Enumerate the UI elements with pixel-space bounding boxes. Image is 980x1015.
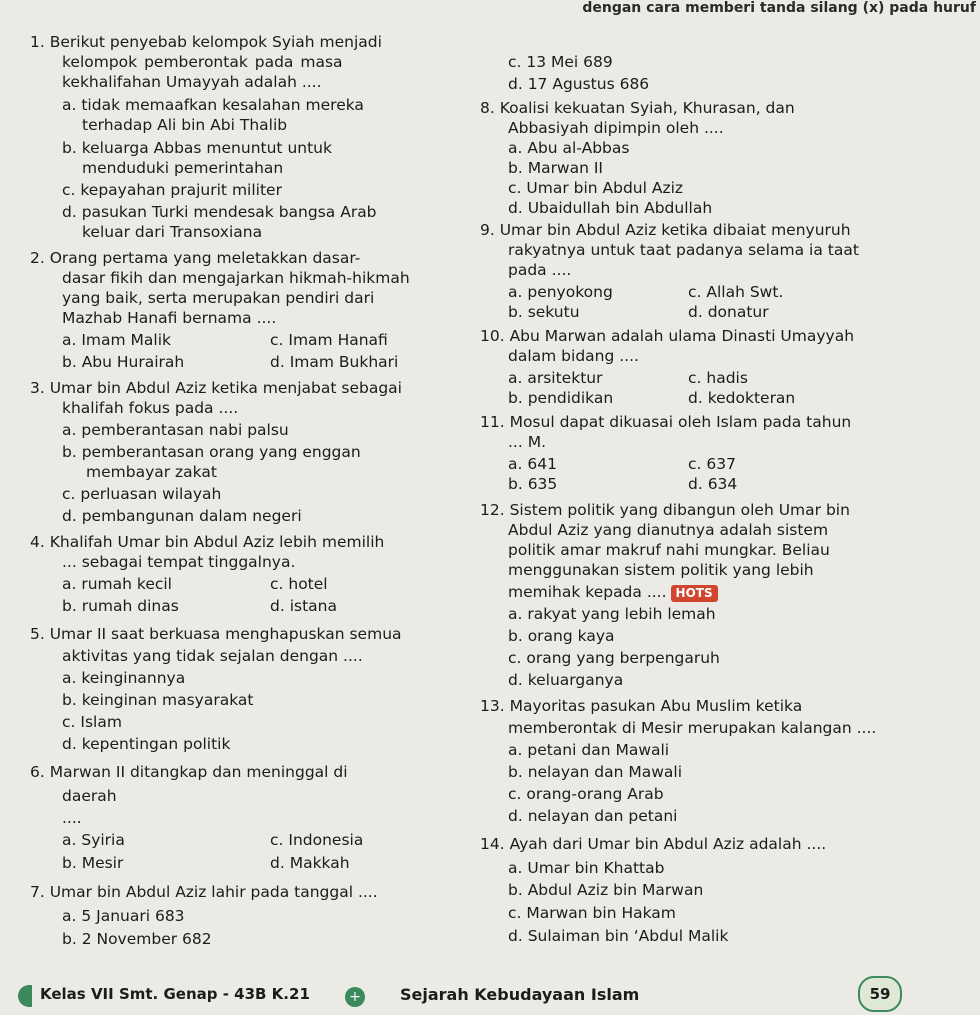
- question-11-line-2: ... M.: [508, 433, 547, 451]
- option-12a[interactable]: a. rakyat yang lebih lemah: [508, 605, 716, 623]
- option-5b[interactable]: b. keinginan masyarakat: [62, 691, 254, 709]
- option-13a[interactable]: a. petani dan Mawali: [508, 741, 670, 759]
- question-2-line-2: dasar fikih dan mengajarkan hikmah-hikmah: [62, 269, 410, 287]
- option-12c[interactable]: c. orang yang berpengaruh: [508, 649, 720, 667]
- question-6-line-1: 6. Marwan II ditangkap dan meninggal di: [30, 763, 348, 781]
- option-13b[interactable]: b. nelayan dan Mawali: [508, 763, 683, 781]
- question-1-line-1: 1. Berikut penyebab kelompok Syiah menjadi: [30, 33, 382, 51]
- option-14a[interactable]: a. Umar bin Khattab: [508, 859, 665, 877]
- question-8-line-2: Abbasiyah dipimpin oleh ....: [508, 119, 724, 137]
- question-4-line-2: ... sebagai tempat tinggalnya.: [62, 553, 296, 571]
- question-9-line-3: pada ....: [508, 261, 572, 279]
- option-2c[interactable]: c. Imam Hanafi: [270, 331, 388, 349]
- option-9d[interactable]: d. donatur: [688, 303, 769, 321]
- option-2b[interactable]: b. Abu Hurairah: [62, 353, 185, 371]
- option-11b[interactable]: b. 635: [508, 475, 558, 493]
- option-5a[interactable]: a. keinginannya: [62, 669, 186, 687]
- option-12d[interactable]: d. keluarganya: [508, 671, 624, 689]
- option-11c[interactable]: c. 637: [688, 455, 736, 473]
- option-3c[interactable]: c. perluasan wilayah: [62, 485, 222, 503]
- option-14d[interactable]: d. Sulaiman bin ‘Abdul Malik: [508, 927, 729, 945]
- question-12-line-5: [508, 582, 718, 602]
- option-6a[interactable]: a. Syiria: [62, 831, 125, 849]
- question-6-line-3: ....: [62, 809, 82, 827]
- option-7b[interactable]: b. 2 November 682: [62, 930, 212, 948]
- option-10b[interactable]: b. pendidikan: [508, 389, 614, 407]
- question-2-line-1: 2. Orang pertama yang meletakkan dasar-: [30, 249, 361, 267]
- hots-badge: HOTS: [671, 585, 718, 602]
- option-9c[interactable]: c. Allah Swt.: [688, 283, 784, 301]
- option-8d[interactable]: d. Ubaidullah bin Abdullah: [508, 199, 713, 217]
- question-8-line-1: 8. Koalisi kekuatan Syiah, Khurasan, dan: [480, 99, 795, 117]
- option-1d-line-2[interactable]: keluar dari Transoxiana: [82, 223, 263, 241]
- question-1-line-2: kelompok pemberontak pada masa: [62, 53, 343, 71]
- question-6-line-2: daerah: [62, 787, 117, 805]
- question-9-line-1: 9. Umar bin Abdul Aziz ketika dibaiat menyuruh: [480, 221, 851, 239]
- option-11d[interactable]: d. 634: [688, 475, 738, 493]
- question-12-line-1: 12. Sistem politik yang dibangun oleh Umar bin: [480, 501, 850, 519]
- option-6d[interactable]: d. Makkah: [270, 854, 350, 872]
- question-12-line-4: menggunakan sistem politik yang lebih: [508, 561, 814, 579]
- option-3a[interactable]: a. pemberantasan nabi palsu: [62, 421, 289, 439]
- footer-class-label: Kelas VII Smt. Genap - 43B K.21: [40, 985, 310, 1003]
- option-1b-line-2[interactable]: menduduki pemerintahan: [82, 159, 284, 177]
- option-10a[interactable]: a. arsitektur: [508, 369, 603, 387]
- question-2-line-3: yang baik, serta merupakan pendiri dari: [62, 289, 375, 307]
- question-10-line-2: dalam bidang ....: [508, 347, 639, 365]
- page-footer: [0, 975, 980, 1015]
- option-12b[interactable]: b. orang kaya: [508, 627, 615, 645]
- option-4d[interactable]: d. istana: [270, 597, 337, 615]
- option-3b-line-2[interactable]: membayar zakat: [86, 463, 217, 481]
- option-10c[interactable]: c. hadis: [688, 369, 748, 387]
- question-4-line-1: 4. Khalifah Umar bin Abdul Aziz lebih memilih: [30, 533, 385, 551]
- option-7a[interactable]: a. 5 Januari 683: [62, 907, 185, 925]
- option-1d-line-1[interactable]: d. pasukan Turki mendesak bangsa Arab: [62, 203, 377, 221]
- option-13c[interactable]: c. orang-orang Arab: [508, 785, 664, 803]
- footer-arrow-icon: +: [345, 987, 365, 1007]
- option-4c[interactable]: c. hotel: [270, 575, 328, 593]
- option-9b[interactable]: b. sekutu: [508, 303, 580, 321]
- question-5-line-1: 5. Umar II saat berkuasa menghapuskan semua: [30, 625, 402, 643]
- question-12-line-5-text: memihak kepada ....: [508, 583, 667, 601]
- question-12-line-2: Abdul Aziz yang dianutnya adalah sistem: [508, 521, 829, 539]
- question-3-line-1: 3. Umar bin Abdul Aziz ketika menjabat sebagai: [30, 379, 402, 397]
- question-12-line-3: politik amar makruf nahi mungkar. Beliau: [508, 541, 830, 559]
- option-14b[interactable]: b. Abdul Aziz bin Marwan: [508, 881, 704, 899]
- option-6b[interactable]: b. Mesir: [62, 854, 124, 872]
- option-2d[interactable]: d. Imam Bukhari: [270, 353, 399, 371]
- question-9-line-2: rakyatnya untuk taat padanya selama ia taat: [508, 241, 859, 259]
- option-1b-line-1[interactable]: b. keluarga Abbas menuntut untuk: [62, 139, 332, 157]
- question-14-line-1: 14. Ayah dari Umar bin Abdul Aziz adalah ....: [480, 835, 827, 853]
- question-2-line-4: Mazhab Hanafi bernama ....: [62, 309, 277, 327]
- option-9a[interactable]: a. penyokong: [508, 283, 613, 301]
- question-1-line-3: kekhalifahan Umayyah adalah ....: [62, 73, 322, 91]
- footer-tab-marker: [18, 985, 32, 1007]
- question-13-line-1: 13. Mayoritas pasukan Abu Muslim ketika: [480, 697, 803, 715]
- option-5c[interactable]: c. Islam: [62, 713, 122, 731]
- option-11a[interactable]: a. 641: [508, 455, 557, 473]
- question-11-line-1: 11. Mosul dapat dikuasai oleh Islam pada tahun: [480, 413, 852, 431]
- option-6c[interactable]: c. Indonesia: [270, 831, 364, 849]
- option-3d[interactable]: d. pembangunan dalam negeri: [62, 507, 302, 525]
- option-4b[interactable]: b. rumah dinas: [62, 597, 179, 615]
- option-2a[interactable]: a. Imam Malik: [62, 331, 172, 349]
- option-14c[interactable]: c. Marwan bin Hakam: [508, 904, 676, 922]
- option-1c[interactable]: c. kepayahan prajurit militer: [62, 181, 282, 199]
- option-8a[interactable]: a. Abu al-Abbas: [508, 139, 630, 157]
- question-5-line-2: aktivitas yang tidak sejalan dengan ....: [62, 647, 363, 665]
- page-number: 59: [858, 976, 902, 1012]
- question-10-line-1: 10. Abu Marwan adalah ulama Dinasti Umayyah: [480, 327, 855, 345]
- instruction-header: dengan cara memberi tanda silang (x) pada huruf: [582, 0, 976, 16]
- option-3b-line-1[interactable]: b. pemberantasan orang yang enggan: [62, 443, 361, 461]
- question-7-line-1: 7. Umar bin Abdul Aziz lahir pada tanggal ....: [30, 883, 378, 901]
- option-4a[interactable]: a. rumah kecil: [62, 575, 172, 593]
- question-13-line-2: memberontak di Mesir merupakan kalangan ....: [508, 719, 877, 737]
- option-13d[interactable]: d. nelayan dan petani: [508, 807, 678, 825]
- option-10d[interactable]: d. kedokteran: [688, 389, 796, 407]
- option-7d[interactable]: d. 17 Agustus 686: [508, 75, 650, 93]
- option-8c[interactable]: c. Umar bin Abdul Aziz: [508, 179, 684, 197]
- question-3-line-2: khalifah fokus pada ....: [62, 399, 239, 417]
- option-5d[interactable]: d. kepentingan politik: [62, 735, 231, 753]
- option-1a-line-2[interactable]: terhadap Ali bin Abi Thalib: [82, 116, 288, 134]
- option-1a-line-1[interactable]: a. tidak memaafkan kesalahan mereka: [62, 96, 364, 114]
- option-8b[interactable]: b. Marwan II: [508, 159, 604, 177]
- footer-subject-title: Sejarah Kebudayaan Islam: [400, 985, 640, 1004]
- option-7c[interactable]: c. 13 Mei 689: [508, 53, 613, 71]
